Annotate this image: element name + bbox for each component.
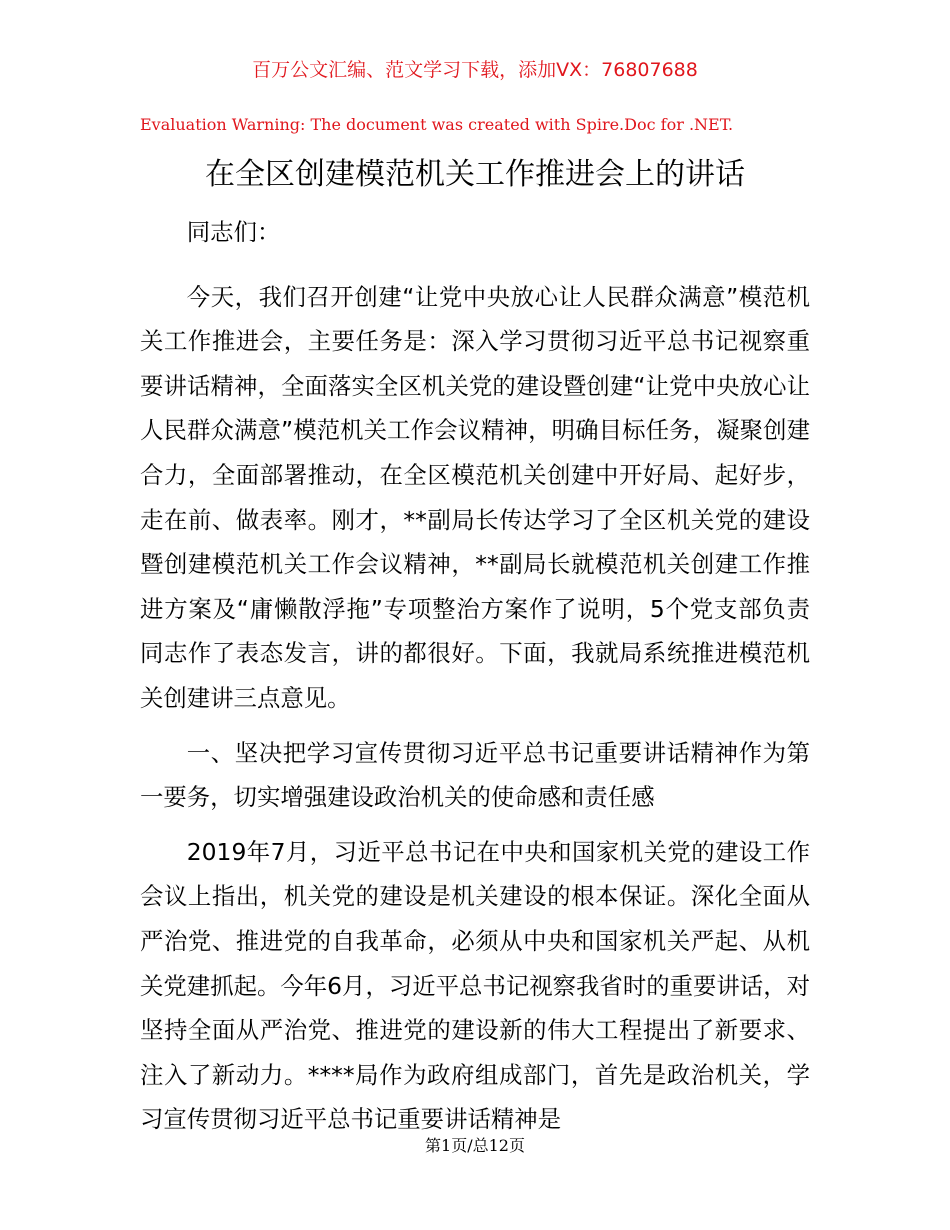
evaluation-warning: Evaluation Warning: The document was created with Spire.Doc for .NET. [140,115,734,134]
section-heading-one: 一、坚决把学习宣传贯彻习近平总书记重要讲话精神作为第一要务，切实增强建设政治机关的使命感和责任感 [140,738,810,812]
salutation: 同志们： [186,218,281,246]
document-title: 在全区创建模范机关工作推进会上的讲话 [205,157,745,192]
page-number: 第1页/总12页 [425,1136,525,1155]
document-body [140,210,810,1152]
header-banner: 百万公文汇编、范文学习下载，添加VX：76807688 [252,59,698,81]
paragraph-section-one: 2019年7月，习近平总书记在中央和国家机关党的建设工作会议上指出，机关党的建设是机关建设的根本保证。深化全面从严治党、推进党的自我革命，必须从中央和国家机关严起、从机关党建抓起。今年6月，习近平总书记视察我省时的重要讲话，对坚持全面从严治党、推进党的建设新的伟大工程提出了新要求、注入了新动力。****局作为政府组成部门，首先是政治机关，学习宣传贯彻习近平总书记重要讲话精神是 [140,837,810,1134]
paragraph-intro: 今天，我们召开创建“让党中央放心让人民群众满意”模范机关工作推进会，主要任务是：深入学习贯彻习近平总书记视察重要讲话精神，全面落实全区机关党的建设暨创建“让党中央放心让人民群众满意”模范机关工作会议精神，明确目标任务，凝聚创建合力，全面部署推动，在全区模范机关创建中开好局、起好步，走在前、做表率。刚才，**副局长传达学习了全区机关党的建设暨创建模范机关工作会议精神，**副局长就模范机关创建工作推进方案及“庸懒散浮拖”专项整治方案作了说明，5个党支部负责同志作了表态发言，讲的都很好。下面，我就局系统推进模范机关创建讲三点意见。 [140,282,810,712]
